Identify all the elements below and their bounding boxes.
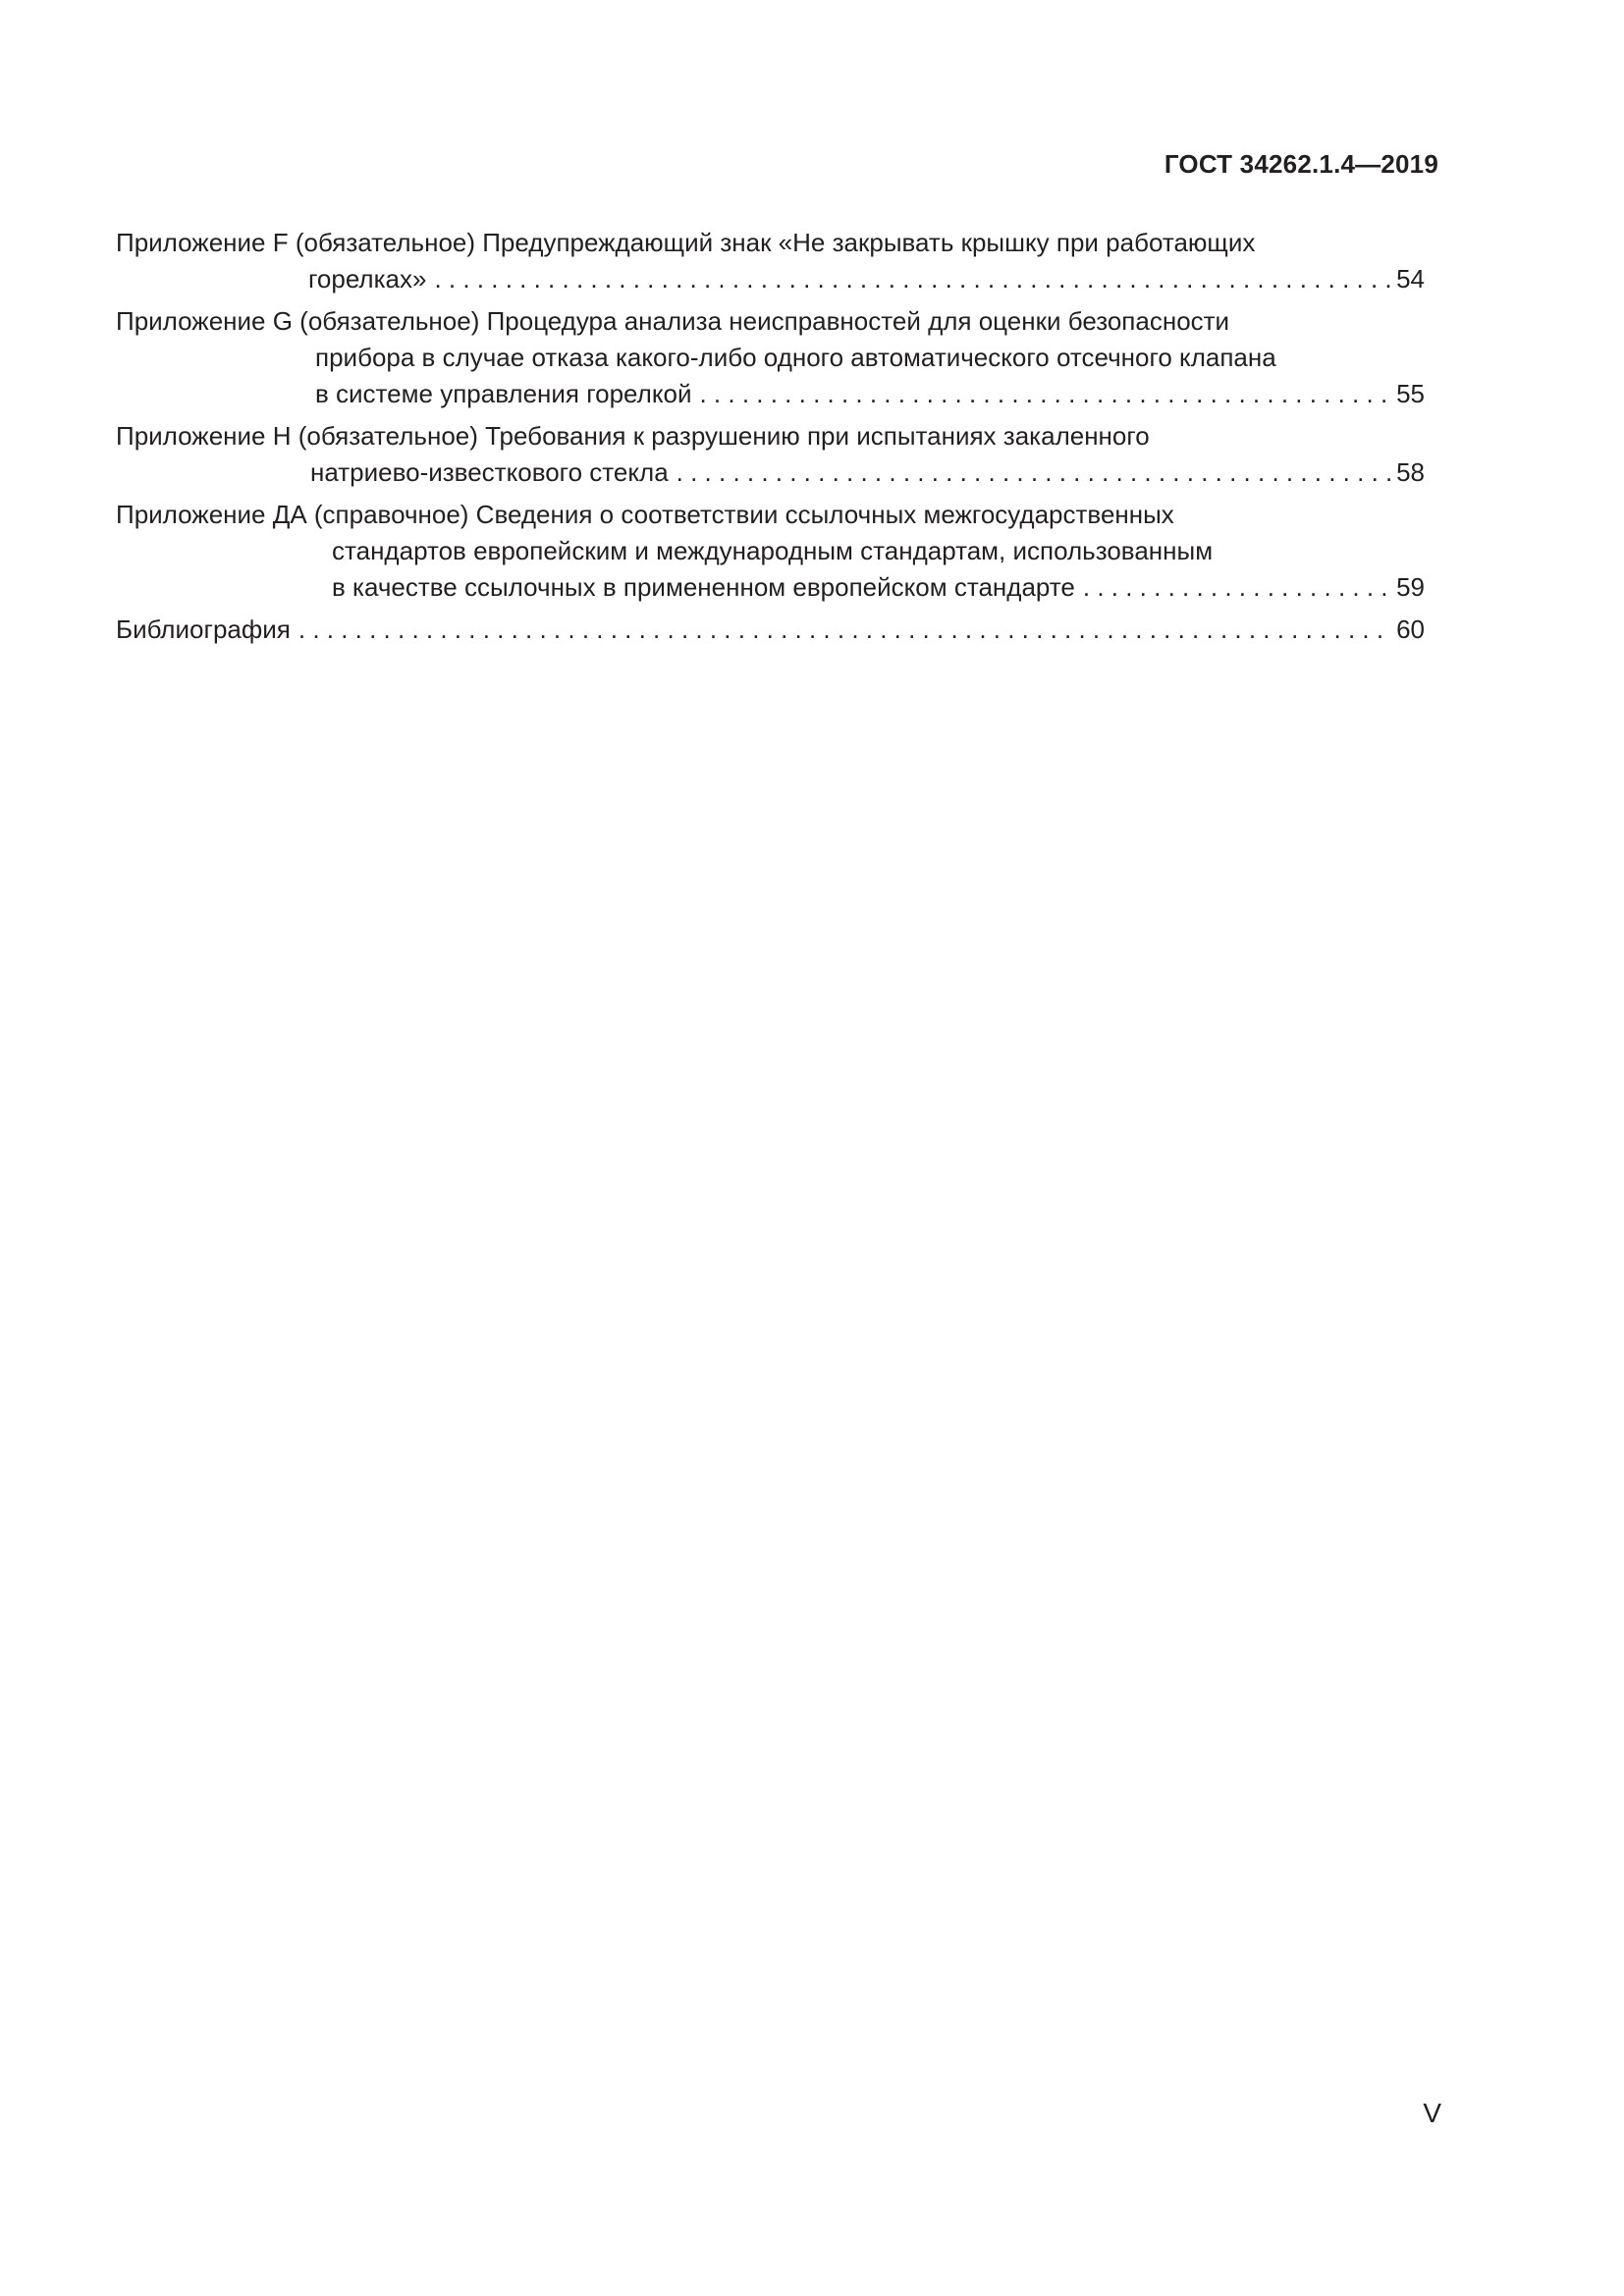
document-designation: ГОСТ 34262.1.4—2019 [1164, 149, 1438, 179]
toc-entry-text: в системе управления горелкой [315, 379, 692, 408]
toc-entry-last-line [116, 569, 1425, 606]
toc-entry-title: Приложение ДА (справочное) Сведения о соответствии ссылочных межгосударственных [116, 500, 1174, 529]
table-of-contents [116, 225, 1425, 654]
dot-leader [1083, 569, 1392, 606]
dot-leader [677, 454, 1392, 491]
dot-leader [434, 261, 1392, 297]
toc-entry-text: Библиография [116, 614, 291, 644]
toc-page-number: 55 [1396, 379, 1425, 408]
toc-entry-bibliography[interactable] [116, 612, 1425, 648]
toc-entry-title: Приложение H (обязательное) Требования к разрушению при испытаниях закаленного [116, 421, 1150, 451]
toc-entry-annex-g[interactable] [116, 303, 1425, 412]
toc-page-number: 60 [1396, 614, 1425, 644]
toc-entry-last-line [116, 261, 1425, 297]
toc-entry-title: Приложение G (обязательное) Процедура анализа неисправностей для оценки безопасности [116, 306, 1230, 336]
toc-entry-title: Приложение F (обязательное) Предупреждающий знак «Не закрывать крышку при работающих [116, 228, 1256, 257]
dot-leader [699, 376, 1392, 412]
toc-entry-last-line [116, 612, 1425, 648]
toc-entry-text: натриево-известкового стекла [310, 457, 669, 487]
toc-entry-annex-da[interactable] [116, 497, 1425, 606]
page-number: V [1423, 2098, 1441, 2128]
toc-entry-text: горелках» [308, 264, 427, 294]
toc-entry-annex-h[interactable] [116, 418, 1425, 491]
dot-leader [298, 612, 1392, 648]
toc-entry-text: в качестве ссылочных в примененном европейском стандарте [332, 572, 1075, 602]
toc-page-number: 54 [1396, 264, 1425, 294]
toc-entry-annex-f[interactable] [116, 225, 1425, 297]
toc-entry-last-line [116, 454, 1425, 491]
toc-page-number: 58 [1396, 457, 1425, 487]
toc-entry-continuation: стандартов европейским и международным стандартам, использованным [332, 536, 1214, 565]
toc-entry-continuation: прибора в случае отказа какого-либо одного автоматического отсечного клапана [315, 343, 1276, 372]
toc-page-number: 59 [1396, 572, 1425, 602]
toc-entry-last-line [116, 376, 1425, 412]
